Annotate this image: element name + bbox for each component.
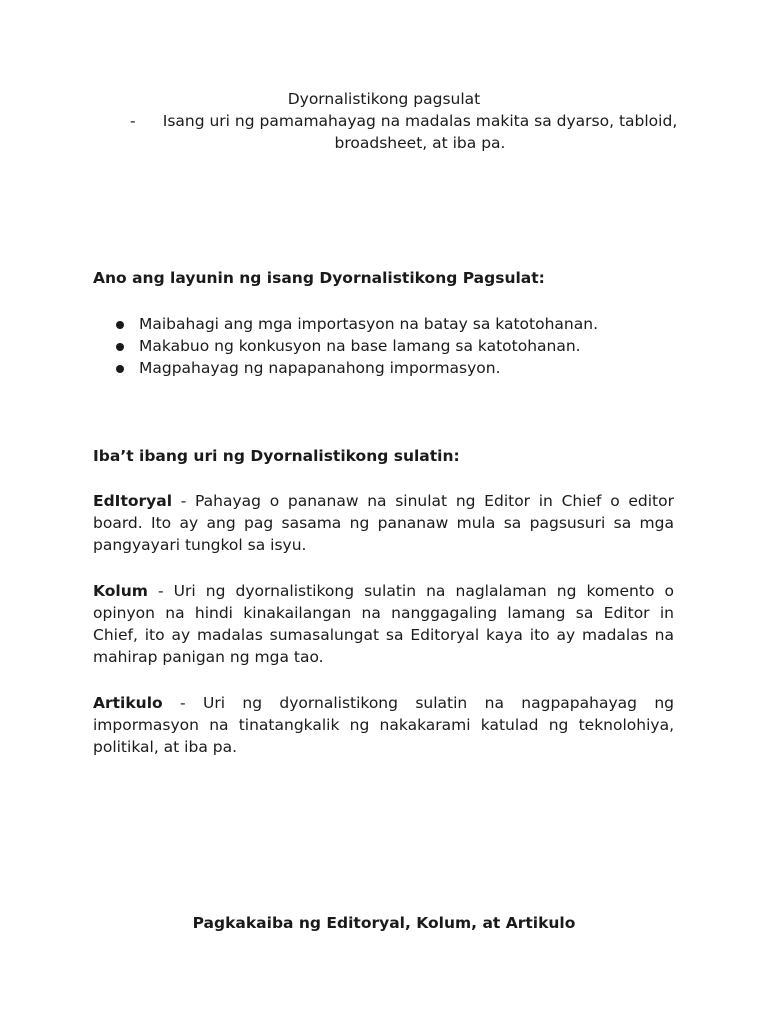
kolum-definition: Uri ng dyornalistikong sulatin na naglalaman ng komento o opinyon na hindi kinakailangan na nanggagaling lamang sa Editor in Chief, ito ay madalas sumasalungat sa Editoryal kaya ito ay madalas na mahirap panigan ng mga tao. <box>93 582 674 666</box>
editoryal-separator: - <box>172 492 196 510</box>
artikulo-separator: - <box>162 694 203 712</box>
editoryal-paragraph <box>93 490 674 556</box>
editoryal-term: EdItoryal <box>93 492 173 510</box>
kolum-separator: - <box>147 582 174 600</box>
definition-dash: - <box>130 112 136 130</box>
list-item-text: Maibahagi ang mga importasyon na batay sa katotohanan. <box>139 315 598 333</box>
bullet-icon <box>116 343 124 351</box>
definition-text: Isang uri ng pamamahayag na madalas makita sa dyarso, tabloid, broadsheet, at iba pa. <box>162 112 678 152</box>
comparison-title: Pagkakaiba ng Editoryal, Kolum, at Artikulo <box>192 914 576 932</box>
list-item <box>113 313 598 335</box>
document-title: Dyornalistikong pagsulat <box>287 90 481 108</box>
types-heading: Iba’t ibang uri ng Dyornalistikong sulatin: <box>93 447 460 465</box>
purpose-heading: Ano ang layunin ng isang Dyornalistikong Pagsulat: <box>93 269 545 287</box>
purpose-list <box>113 313 598 379</box>
list-item-text: Magpahayag ng napapanahong impormasyon. <box>139 359 501 377</box>
artikulo-definition: Uri ng dyornalistikong sulatin na nagpapahayag ng impormasyon na tinatangkalik ng nakakarami katulad ng teknolohiya, politikal, at iba pa. <box>93 694 674 756</box>
editoryal-definition: Pahayag o pananaw na sinulat ng Editor in Chief o editor board. Ito ay ang pag sasama ng pananaw mula sa pagsusuri sa mga pangyayari tungkol sa isyu. <box>93 492 674 554</box>
list-item-text: Makabuo ng konkusyon na base lamang sa katotohanan. <box>139 337 581 355</box>
definition-line <box>130 110 690 154</box>
kolum-term: Kolum <box>93 582 148 600</box>
kolum-paragraph <box>93 580 674 668</box>
artikulo-term: Artikulo <box>93 694 163 712</box>
list-item <box>113 357 598 379</box>
list-item <box>113 335 598 357</box>
bullet-icon <box>116 365 124 373</box>
bullet-icon <box>116 321 124 329</box>
artikulo-paragraph <box>93 692 674 758</box>
